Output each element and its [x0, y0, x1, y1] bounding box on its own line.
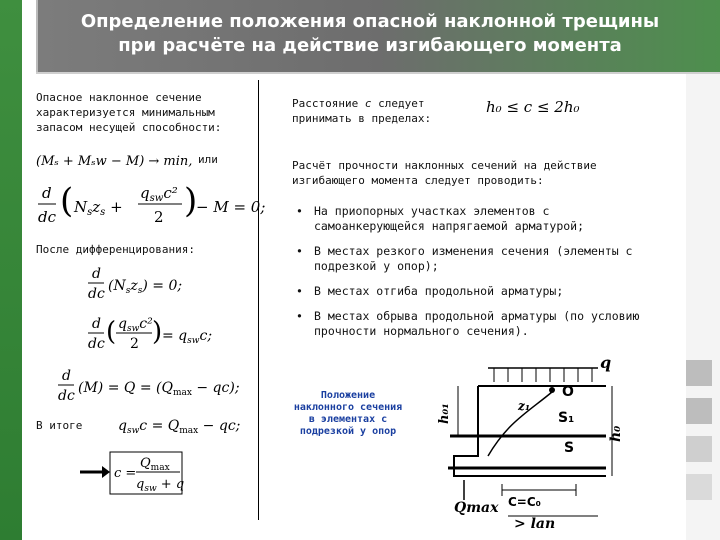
intro-text: Опасное наклонное сечение характеризуется минимальным запасом несущей способности: [36, 91, 222, 134]
formula-derivative [36, 170, 266, 240]
list-item: • В местах обрыва продольной арматуры (по условию прочности нормального сечения). [296, 309, 640, 338]
svg-text:): ) [184, 181, 198, 221]
formula-final [76, 448, 186, 498]
svg-text:qswc²: $q_{sw}c^2$ [118, 316, 153, 334]
frac-d: d [42, 184, 52, 202]
formula-5 [56, 366, 246, 406]
list-item: • В местах резкого изменения сечения (элементы с подрезкой у опор); [296, 244, 633, 273]
distance-text: Расстояние c следует принимать в пределах: [292, 97, 432, 125]
decor-square [686, 436, 712, 462]
left-green-bar [0, 0, 22, 540]
svg-text:(: ( [60, 181, 74, 221]
s-label: S [564, 440, 575, 456]
beam-diagram [428, 352, 628, 532]
svg-text:dc: dc [88, 286, 105, 302]
right-decor-strip [686, 0, 720, 540]
svg-text:(Nszs) = 0;: $(N_sz_s) = 0$; [108, 278, 183, 296]
svg-text:= qswc;: = $q_{sw}c$; [162, 328, 213, 346]
svg-text:dc: dc [58, 388, 75, 404]
svg-text:qswc = Qmax − qc;: $q_{sw}c = Q_{max}$ − qc; [118, 418, 241, 436]
z1-label: z₁ [518, 399, 531, 413]
list-item: • На приопорных участках элементов с самоанкерующейся напрягаемой арматурой; [296, 204, 585, 233]
svg-text:): ) [152, 317, 163, 347]
title-line-2: при расчёте на действие изгибающего момента [118, 35, 622, 56]
decor-square [686, 398, 712, 424]
svg-text:dc: dc [88, 336, 105, 352]
svg-text:qswc²: $q_{sw}c^2$ [140, 184, 178, 204]
range-formula: h₀ ≤ c ≤ 2h₀ [486, 98, 580, 116]
h0-label: h₀ [608, 425, 624, 442]
slide-title [40, 10, 700, 58]
formula-3 [86, 262, 226, 306]
formula-6 [116, 410, 256, 438]
ns-zs: $N_sz_s$ + [74, 198, 123, 218]
svg-text:qsw + q: $q_{sw} + q$ [136, 477, 185, 494]
conditions-list [292, 204, 652, 349]
svg-text:d: d [62, 368, 71, 384]
diagram-caption: Положение наклонного сечения в элементах с подрезкой у опор [293, 390, 403, 437]
svg-text:2: 2 [154, 208, 164, 226]
svg-text:c =: c = [114, 466, 137, 481]
svg-text:(: ( [106, 317, 117, 347]
decor-square [686, 360, 712, 386]
title-line-1: Определение положения опасной наклонной трещины [80, 11, 660, 32]
s1-label: S₁ [558, 410, 575, 426]
formula-min: (Mₛ + Mₛw − M) → min, [36, 154, 193, 169]
lan-label: > lan [514, 516, 556, 532]
title-divider [36, 72, 720, 74]
svg-text:2: 2 [130, 336, 139, 352]
svg-text:d: d [92, 316, 101, 332]
column-divider [258, 80, 259, 520]
svg-text:d: d [92, 266, 101, 282]
svg-text:Qmax: $Q_{max}$ [140, 456, 170, 473]
frac-dc: dc [38, 208, 57, 226]
qmax-label: Qmax [454, 500, 499, 516]
result-label: В итоге [36, 419, 83, 432]
calc-text: Расчёт прочности наклонных сечений на действие изгибающего момента следует проводить: [292, 159, 597, 187]
svg-text:(M) = Q = (Qmax − qc);: $(M) = Q = (Q_{max} - qc)$; [78, 380, 240, 398]
formula-4 [86, 310, 236, 358]
or-label: или [198, 153, 218, 166]
c-equals-label: C=C₀ [508, 495, 541, 509]
decor-square [686, 474, 712, 500]
after-diff-label: После дифференцирования: [36, 243, 195, 256]
point-o-label: O [562, 384, 574, 400]
svg-text:− M = 0;: − M = 0; [196, 198, 266, 216]
load-q-label: q [600, 353, 612, 372]
h01-label: h₀₁ [437, 403, 452, 424]
list-item: • В местах отгиба продольной арматуры; [296, 284, 564, 298]
